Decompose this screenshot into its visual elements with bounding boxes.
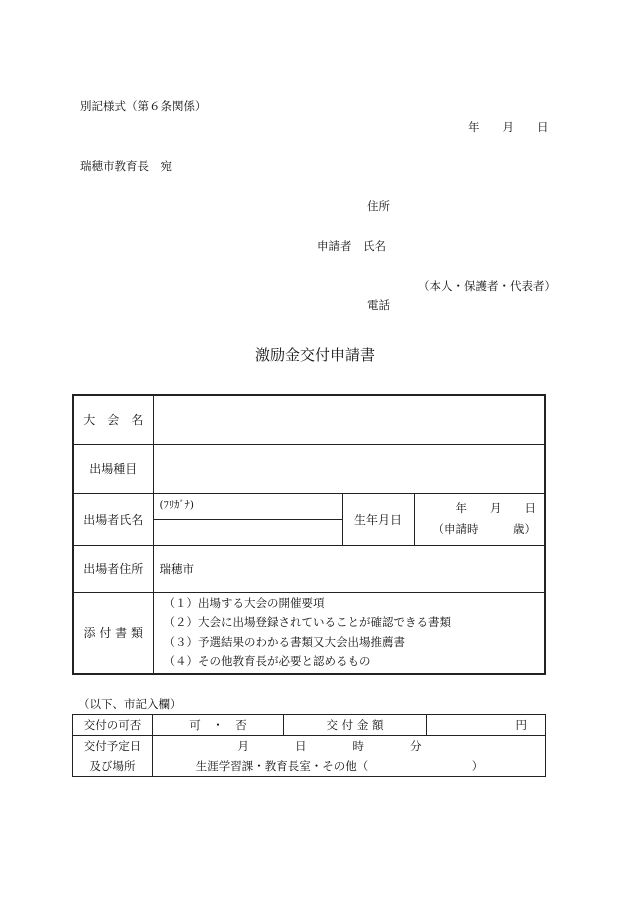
form-number-label: 別記様式（第６条関係） [80,99,207,113]
office-use-note: （以下、市記入欄） [78,697,182,711]
birth-label: 生年月日 [342,493,414,545]
address-label: 出場者住所 [73,545,153,592]
attachments-row [73,592,545,674]
address-value-cell[interactable]: 瑞穂市 [153,545,545,592]
birth-date: 年 月 日 [455,501,536,515]
approval-label: 交付の可否 [73,715,153,736]
document-title: 激励金交付申請書 [254,346,375,364]
submission-date: 年 月 日 [468,120,549,134]
schedule-date[interactable]: 月 日 時 分 [153,736,546,757]
birth-cell[interactable] [414,493,545,545]
event-label: 大 会 名 [73,395,153,444]
attachments-list [153,592,545,674]
attachment-item: （３）予選結果のわかる書類又大会出場推薦書 [163,634,405,649]
furigana-cell[interactable]: (ﾌﾘｶﾞﾅ) [153,493,342,519]
event-row [73,395,545,444]
approval-row [73,715,546,736]
entry-value-cell[interactable] [153,444,545,493]
name-label: 出場者氏名 [73,493,153,545]
addressee: 瑞穂市教育長 宛 [80,159,172,173]
amount-label: 交 付 金 額 [284,715,427,736]
attachment-item: （２）大会に出場登録されていることが確認できる書類 [163,615,451,630]
name-value-cell[interactable] [153,519,342,545]
attachments-label: 添 付 書 類 [73,592,153,674]
approval-value[interactable]: 可 ・ 否 [153,715,284,736]
entry-label: 出場種目 [73,444,153,493]
applicant-name-label: 申請者 氏名 [317,239,386,253]
applicant-role-note: （本人・保護者・代表者） [418,279,556,293]
event-value-cell[interactable] [153,395,545,444]
name-row [73,493,545,519]
applicant-phone-label: 電話 [367,298,390,312]
schedule-row-1 [73,736,546,757]
attachment-item: （４）その他教育長が必要と認めるもの [163,654,371,669]
schedule-label-2: 及び場所 [73,756,153,777]
schedule-place[interactable]: 生涯学習課・教育長室・その他（ ） [153,756,546,777]
schedule-row-2 [73,756,546,777]
office-use-table [72,714,546,777]
application-table [72,394,546,675]
schedule-label-1: 交付予定日 [73,736,153,757]
address-row [73,545,545,592]
amount-value[interactable]: 円 [427,715,546,736]
entry-row [73,444,545,493]
birth-age: （申請時 歳） [432,522,536,536]
attachment-item: （１）出場する大会の開催要項 [163,595,325,610]
applicant-address-label: 住所 [367,199,390,213]
